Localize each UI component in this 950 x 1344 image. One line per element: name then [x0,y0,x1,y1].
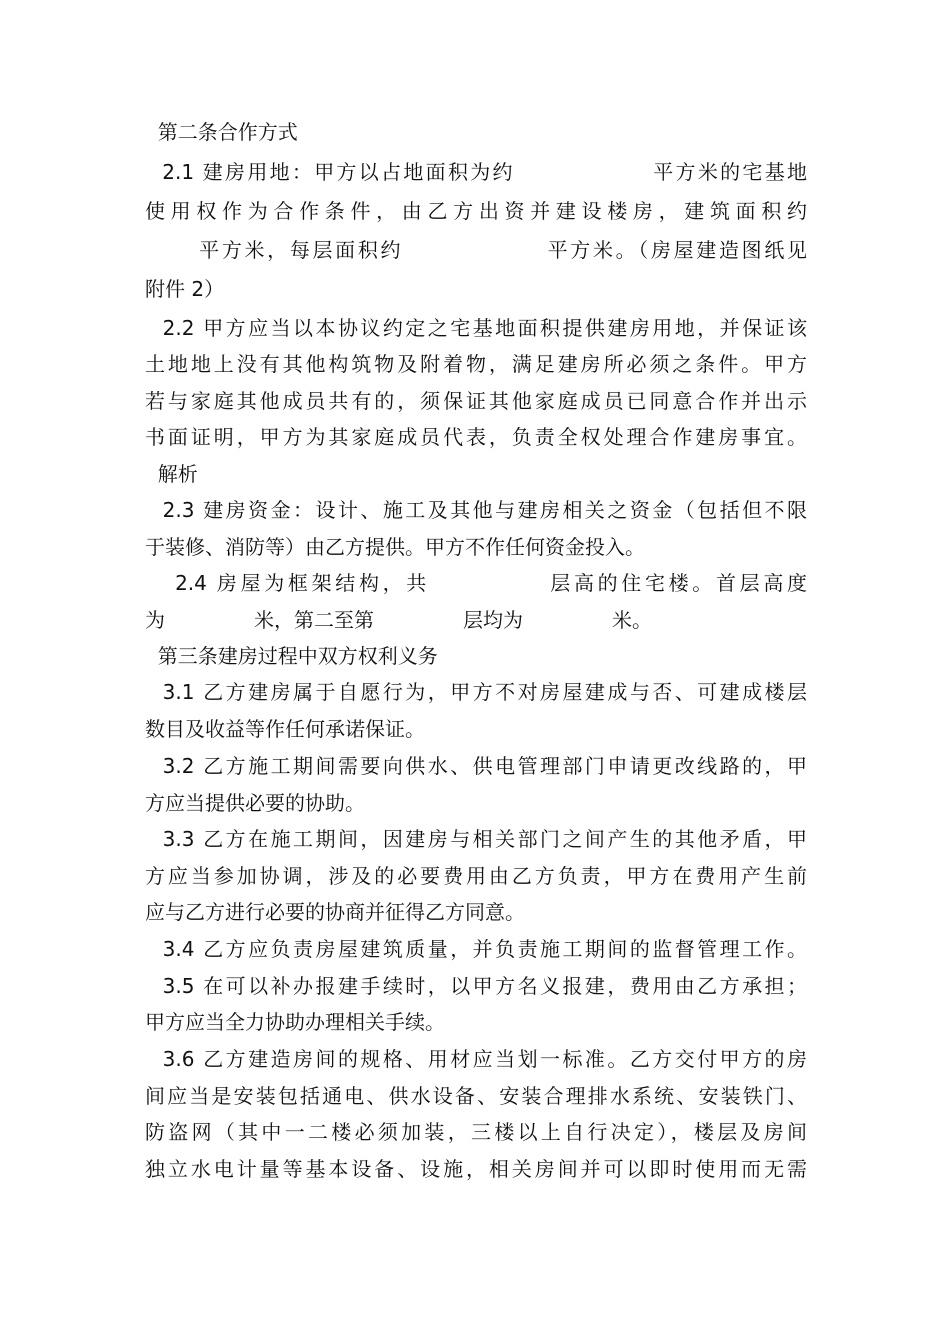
text-line: 解析 [145,462,198,486]
text-line: 若与家庭其他成员共有的，须保证其他家庭成员已同意合作并出示 [145,389,807,413]
text-line: 附件 2） [145,277,225,301]
text-line: 土地地上没有其他构筑物及附着物，满足建房所必须之条件。甲方 [145,352,807,376]
text-line: 3.6 乙方建造房间的规格、用材应当划一标准。乙方交付甲方的房 [145,1047,807,1071]
text-line: 3.3 乙方在施工期间，因建房与相关部门之间产生的其他矛盾，甲 [145,827,807,851]
text-line: 间应当是安装包括通电、供水设备、安装合理排水系统、安装铁门、 [145,1084,807,1108]
text-line: 方应当参加协调，涉及的必要费用由乙方负责，甲方在费用产生前 [145,864,807,888]
section-heading: 第二条合作方式 [145,120,298,144]
text-line: 3.1 乙方建房属于自愿行为，甲方不对房屋建成与否、可建成楼层 [145,680,807,704]
text-line: 甲方应当全力协助办理相关手续。 [145,1010,445,1034]
text-line: 使用权作为合作条件，由乙方出资并建设楼房，建筑面积约 [145,199,807,223]
section-heading: 第三条建房过程中双方权利义务 [145,644,438,668]
text-line: 2.3 建房资金：设计、施工及其他与建房相关之资金（包括但不限 [145,498,807,522]
text-line: 书面证明，甲方为其家庭成员代表，负责全权处理合作建房事宜。 [145,425,807,449]
text-line: 防盗网（其中一二楼必须加装，三楼以上自行决定），楼层及房间 [145,1120,807,1144]
text-line: 3.5 在可以补办报建手续时，以甲方名义报建，费用由乙方承担； [145,974,807,998]
text-line: 方应当提供必要的协助。 [145,791,365,815]
text-line: 3.4 乙方应负责房屋建筑质量，并负责施工期间的监督管理工作。 [145,937,807,961]
text-line: 2.1 建房用地：甲方以占地面积为约 平方米的宅基地 [145,160,807,184]
text-line: 2.4 房屋为框架结构，共 层高的住宅楼。首层高度 [145,571,807,595]
text-line: 于装修、消防等）由乙方提供。甲方不作任何资金投入。 [145,535,645,559]
text-line: 独立水电计量等基本设备、设施，相关房间并可以即时使用而无需 [145,1157,807,1181]
text-line: 平方米，每层面积约 平方米。（房屋建造图纸见 [145,238,807,262]
text-line: 应与乙方进行必要的协商并征得乙方同意。 [145,900,525,924]
text-line: 2.2 甲方应当以本协议约定之宅基地面积提供建房用地，并保证该 [145,316,807,340]
text-line: 为 米，第二至第 层均为 米。 [145,608,653,632]
text-line: 数目及收益等作任何承诺保证。 [145,717,425,741]
text-line: 3.2 乙方施工期间需要向供水、供电管理部门申请更改线路的，甲 [145,754,807,778]
